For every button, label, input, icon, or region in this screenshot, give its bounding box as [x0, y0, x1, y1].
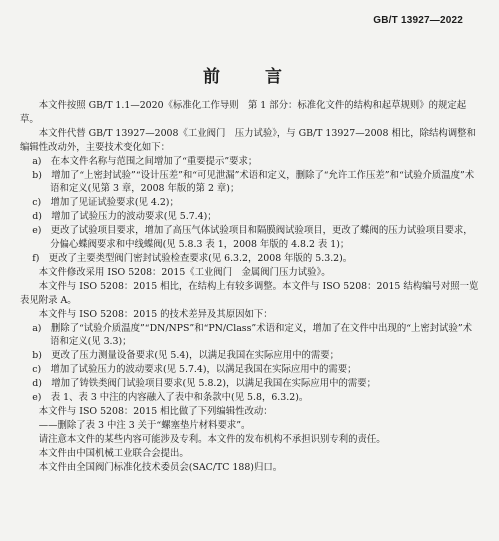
paragraph-drafting-rule: 本文件按照 GB/T 1.1—2020《标准化工作导则 第 1 部分：标准化文件的结构和起草规则》的规定起草。: [20, 100, 467, 125]
paragraph-adoption: 本文件修改采用 ISO 5208：2015《工业阀门 金属阀门压力试验》。: [38, 266, 331, 278]
change-item-e: e) 更改了试验项目要求，增加了高压气体试验项目和隔膜阀试验项目，更改了蝶阀的压力试验项目要求，分偏心蝶阀要求和中线蝶阀(见 5.8.3 表 1，2008 年版的 4.8.2 表 1)；: [32, 225, 473, 251]
paragraph-replaces: 本文件代替 GB/T 13927—2008《工业阀门 压力试验》，与 GB/T 13927—2008 相比，除结构调整和编辑性改动外，主要技术变化如下：: [20, 127, 476, 153]
paragraph-proposer: 本文件由中国机械工业联合会提出。: [38, 447, 189, 459]
difference-item-a: a) 删除了“试验介质温度”“DN/NPS”和“PN/Class”术语和定义，增加了在文件中出现的“上密封试验”术语和定义(见 3.3)；: [32, 322, 473, 348]
standard-number: GB/T 13927—2022: [373, 15, 463, 26]
difference-item-c: c) 增加了试验压力的波动要求(见 5.7.4)，以满足我国在实际应用中的需要；: [32, 364, 357, 376]
change-item-f: f) 更改了主要类型阀门密封试验检查要求(见 6.3.2，2008 年版的 5.3.2)。: [32, 252, 353, 264]
paragraph-editorial: 本文件与 ISO 5208：2015 相比做了下列编辑性改动：: [38, 405, 273, 417]
paragraph-differences: 本文件与 ISO 5208：2015 的技术差异及其原因如下：: [38, 308, 273, 320]
change-item-c: c) 增加了见证试验要求(见 4.2)；: [32, 197, 179, 209]
difference-item-e: e) 表 1、表 3 中注的内容融入了表中和条款中(见 5.8，6.3.2)。: [32, 392, 309, 404]
paragraph-patent: 请注意本文件的某些内容可能涉及专利。本文件的发布机构不承担识别专利的责任。: [38, 433, 386, 445]
paragraph-structure: 本文件与 ISO 5208：2015 相比，在结构上有较多调整。本文件与 ISO 5208：2015 结构编号对照一览表见附录 A。: [20, 280, 479, 306]
change-item-d: d) 增加了试验压力的波动要求(见 5.7.4)；: [32, 211, 217, 223]
change-item-a: a) 在本文件名称与范围之间增加了“重要提示”要求；: [32, 155, 258, 167]
editorial-item: ——删除了表 3 中注 3 关于“螺塞垫片材料要求”。: [38, 419, 251, 431]
difference-item-d: d) 增加了铸铁类阀门试验项目要求(见 5.8.2)，以满足我国在实际应用中的需要；: [32, 378, 377, 390]
change-item-b: b) 增加了“上密封试验”“设计压差”和“可见泄漏”术语和定义，删除了“允许工作压差”和“试验介质温度”术语和定义(见第 3 章，2008 年版的第 2 章)；: [32, 169, 475, 195]
difference-item-b: b) 更改了压力测量设备要求(见 5.4)，以满足我国在实际应用中的需要；: [32, 350, 339, 362]
paragraph-committee: 本文件由全国阀门标准化技术委员会(SAC/TC 188)归口。: [38, 461, 283, 473]
document-body: [20, 99, 480, 474]
page-title: 前 言: [203, 67, 296, 87]
